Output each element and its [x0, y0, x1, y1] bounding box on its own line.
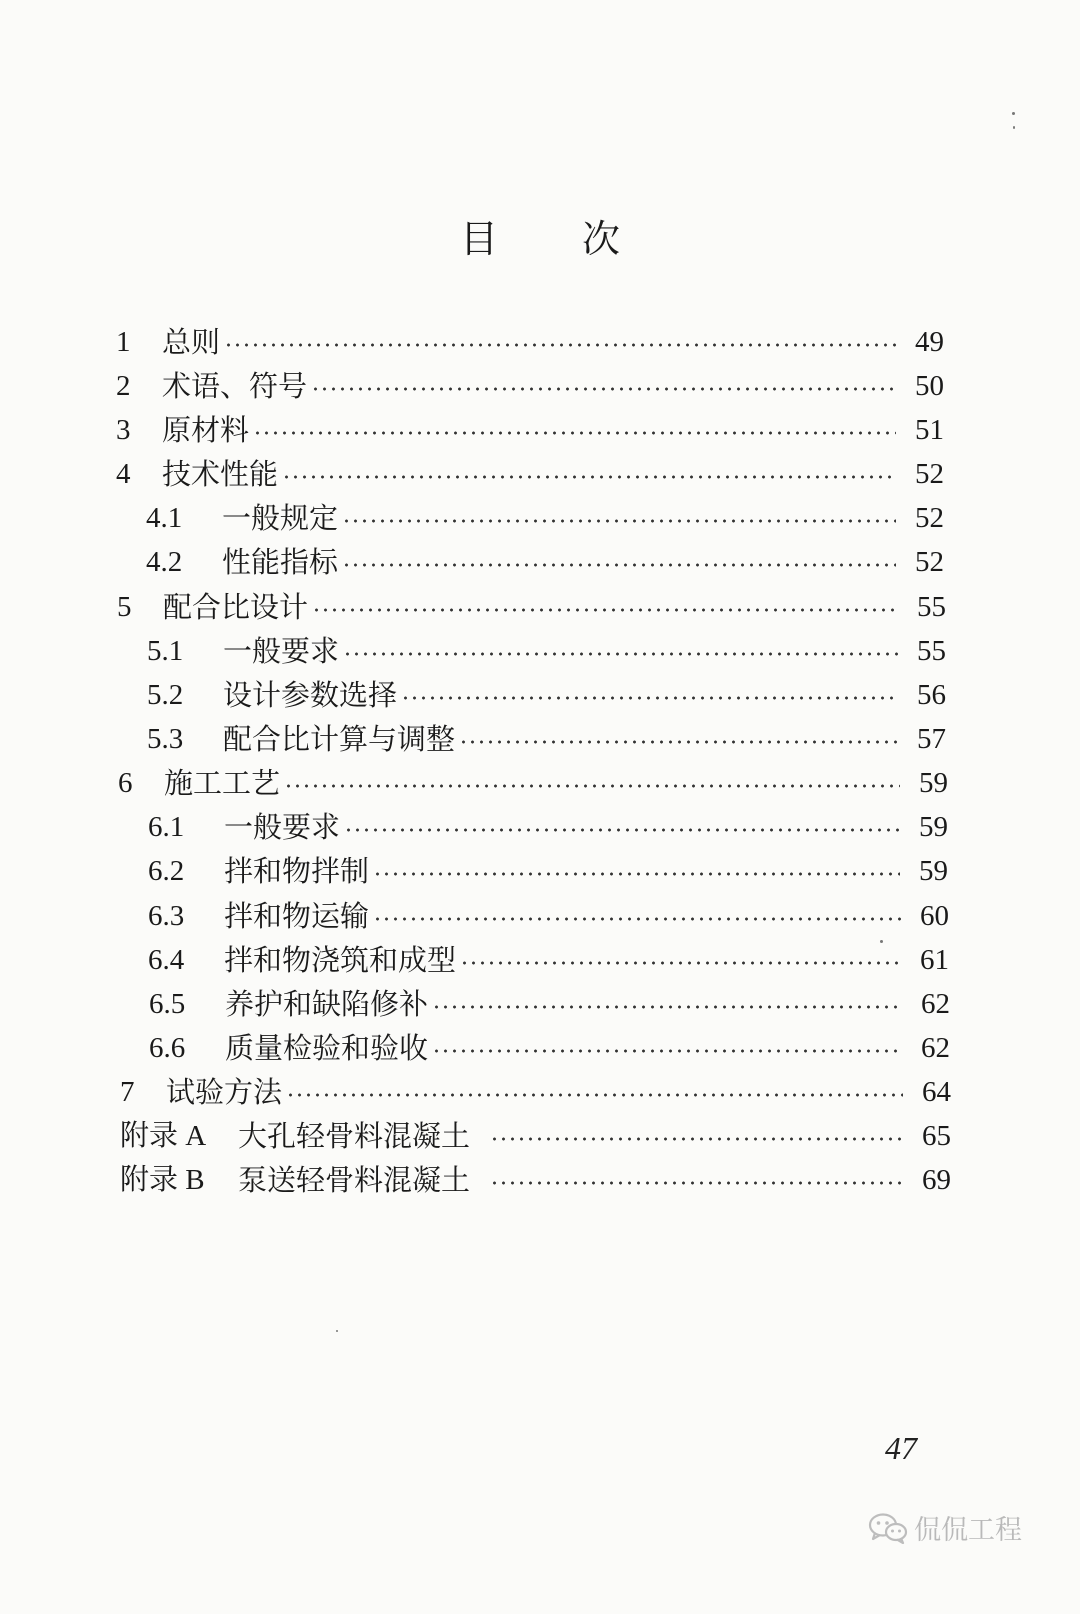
toc-entry[interactable] [116, 320, 944, 364]
toc-entry[interactable] [147, 629, 946, 673]
toc-entry-number: 6.3 [148, 900, 185, 932]
toc-entry-number: 5.2 [147, 679, 184, 711]
toc-entry[interactable] [147, 673, 946, 717]
dot-leader [224, 343, 896, 347]
dot-leader [490, 1137, 903, 1141]
toc-entry[interactable] [149, 982, 950, 1026]
toc-entry-page: 59 [919, 811, 948, 843]
toc-entry-label: 施工工艺 [164, 766, 281, 800]
dot-leader [342, 563, 896, 567]
toc-entry-page: 64 [922, 1076, 951, 1108]
dot-leader [284, 784, 900, 788]
dot-leader [432, 1049, 902, 1053]
toc-entry-label: 术语、符号 [162, 369, 308, 403]
watermark-text: 侃侃工程 [914, 1515, 1022, 1546]
toc-entry-number: 3 [116, 414, 131, 446]
toc-entry-page: 49 [915, 326, 944, 358]
toc-entry-number: 4.2 [146, 546, 183, 578]
toc-entry-number: 2 [116, 370, 131, 402]
dot-leader [311, 387, 896, 391]
toc-entry-label: 养护和缺陷修补 [225, 987, 429, 1021]
toc-entry[interactable] [120, 1114, 951, 1158]
dot-leader [312, 608, 898, 612]
toc-entry-label: 总则 [162, 325, 221, 359]
toc-entry-label: 技术性能 [162, 457, 279, 491]
toc-entry[interactable] [116, 408, 944, 452]
toc-entry-label: 配合比设计 [163, 590, 309, 624]
toc-entry-number: 6.4 [148, 944, 185, 976]
dot-leader [286, 1093, 903, 1097]
toc-entry[interactable] [148, 805, 948, 849]
dot-leader [490, 1181, 903, 1185]
toc-entry[interactable] [116, 452, 944, 496]
toc-entry-label: 拌和物运输 [224, 899, 370, 933]
dot-leader [342, 519, 896, 523]
toc-entry[interactable] [116, 364, 944, 408]
toc-entry-page: 60 [920, 900, 949, 932]
toc-entry-page: 55 [917, 635, 946, 667]
toc-title-char-1: 目 [459, 217, 498, 261]
toc-entry-page: 59 [919, 767, 948, 799]
toc-entry-page: 52 [915, 546, 944, 578]
toc-entry-label: 性能指标 [222, 545, 339, 579]
toc-entry-page: 65 [922, 1120, 951, 1152]
toc-entry-label: 拌和物拌制 [224, 854, 370, 888]
toc-entry[interactable] [120, 1158, 951, 1202]
dot-leader [253, 431, 896, 435]
dot-leader [401, 696, 898, 700]
toc-entry-label: 一般要求 [223, 634, 340, 668]
toc-entry-page: 61 [920, 944, 949, 976]
scan-speck [336, 1330, 338, 1332]
toc-entry-page: 52 [915, 458, 944, 490]
dot-leader [282, 475, 896, 479]
toc-entry-page: 69 [922, 1164, 951, 1196]
toc-entry-number: 4.1 [146, 502, 183, 534]
toc-entry-page: 52 [915, 502, 944, 534]
toc-entry[interactable] [148, 938, 949, 982]
toc-title [0, 208, 1080, 263]
toc-entry[interactable] [147, 717, 946, 761]
wechat-icon [868, 1512, 908, 1544]
toc-entry-page: 50 [915, 370, 944, 402]
toc-entry[interactable] [146, 496, 944, 540]
dot-leader [344, 828, 900, 832]
dot-leader [343, 652, 898, 656]
toc-entry[interactable] [149, 1026, 950, 1070]
toc-entry-label: 大孔轻骨料混凝土 [238, 1119, 471, 1153]
toc-entry-page: 57 [917, 723, 946, 755]
toc-entry-label: 一般规定 [222, 501, 339, 535]
toc-entry-number: 6.6 [149, 1032, 186, 1064]
dot-leader [459, 740, 898, 744]
toc-entry-page: 51 [915, 414, 944, 446]
dot-leader [432, 1005, 902, 1009]
toc-entry-number: 7 [120, 1076, 135, 1108]
toc-entry-number: 4 [116, 458, 131, 490]
toc-entry-label: 原材料 [162, 413, 250, 447]
toc-entry-number: 6.2 [148, 855, 185, 887]
dot-leader [460, 961, 901, 965]
toc-entry-label: 配合比计算与调整 [223, 722, 456, 756]
toc-entry-page: 59 [919, 855, 948, 887]
toc-entry-page: 62 [921, 1032, 950, 1064]
toc-entry[interactable] [118, 761, 948, 805]
toc-entry-label: 泵送轻骨料混凝土 [238, 1163, 471, 1197]
toc-entry-number: 6.5 [149, 988, 186, 1020]
toc-entry[interactable] [148, 849, 948, 893]
toc-entry-number: 5.3 [147, 723, 184, 755]
toc-entry-label: 一般要求 [224, 810, 341, 844]
toc-entry-number: 附录 A [120, 1120, 207, 1152]
toc-entry-number: 附录 B [120, 1164, 205, 1196]
toc-entry-number: 5.1 [147, 635, 184, 667]
toc-entry[interactable] [117, 585, 946, 629]
toc-entry-label: 设计参数选择 [223, 678, 398, 712]
scan-speck [1013, 126, 1015, 129]
toc-title-char-2: 次 [582, 217, 621, 261]
dot-leader [373, 917, 901, 921]
toc-entry[interactable] [148, 894, 949, 938]
toc-entry-page: 56 [917, 679, 946, 711]
dot-leader [373, 872, 900, 876]
toc-entry[interactable] [146, 540, 944, 584]
page-number: 47 [885, 1430, 917, 1466]
toc-entry-label: 拌和物浇筑和成型 [224, 943, 457, 977]
toc-entry-label: 质量检验和验收 [225, 1031, 429, 1065]
watermark [868, 1508, 1022, 1547]
toc-entry[interactable] [120, 1070, 951, 1114]
toc-entry-page: 62 [921, 988, 950, 1020]
toc-entry-number: 1 [116, 326, 131, 358]
toc-entry-number: 6.1 [148, 811, 185, 843]
toc-entry-number: 6 [118, 767, 133, 799]
toc-entry-label: 试验方法 [166, 1075, 283, 1109]
toc-entry-number: 5 [117, 591, 132, 623]
toc-entry-page: 55 [917, 591, 946, 623]
scan-speck [1012, 112, 1015, 115]
scan-speck [880, 940, 883, 943]
